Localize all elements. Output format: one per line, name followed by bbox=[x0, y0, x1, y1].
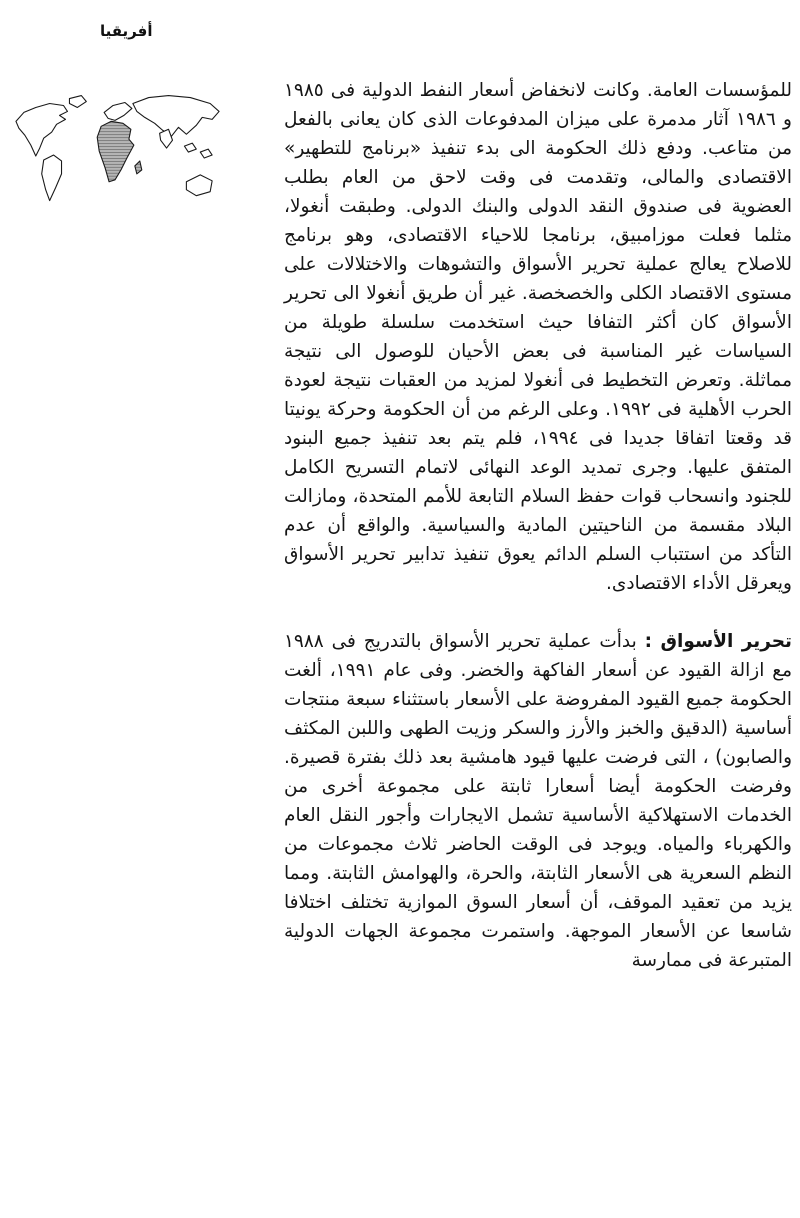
africa-highlighted-shape bbox=[97, 121, 134, 181]
world-map bbox=[10, 84, 228, 234]
greenland-shape bbox=[69, 96, 86, 108]
paragraph-2-body: بدأت عملية تحرير الأسواق بالتدريج فى ١٩٨٨ مع ازالة القيود عن أسعار الفاكهة والخضر. وفى عام ١٩٩١، ألغت الحكومة جميع القيود المفروضة على الأسعار باستثناء سبعة منتجات أساسية (الدقيق والخبز والأرز والسكر وزيت الطهى واللبن المكثف والصابون) ، التى فرضت عليها قيود هامشية بعد ذلك بفترة قصيرة. وفرضت الحكومة أيضا أسعارا ثابتة على مجموعة أخرى من الخدمات الاستهلاكية الأساسية تشمل الايجارات وأجور النقل العام والكهرباء والمياه. ويوجد فى الوقت الحاضر ثلاث مجموعات من النظم السعرية هى الأسعار الثابتة، والحرة، والهوامش الثابتة. ومما يزيد من تعقيد الموقف، أن أسعار السوق الموازية تختلف اختلافا شاسعا عن الأسعار الموجهة. واستمرت مجموعة الجهات الدولية المتبرعة فى ممارسة bbox=[284, 631, 793, 971]
australia-shape bbox=[186, 175, 212, 196]
south-america-shape bbox=[42, 155, 62, 201]
madagascar-shape bbox=[135, 161, 142, 174]
north-america-shape bbox=[16, 104, 68, 157]
world-map-graphic bbox=[10, 84, 228, 234]
article-text-column bbox=[284, 76, 792, 975]
asia-shape bbox=[133, 96, 219, 137]
paragraph-2-lead: تحرير الأسواق : bbox=[644, 631, 793, 652]
section-label: أفريقيا bbox=[100, 22, 153, 40]
southeast-asia-islands-shape bbox=[184, 143, 212, 158]
paragraph-1: للمؤسسات العامة. وكانت لانخفاض أسعار النفط الدولية فى ١٩٨٥ و ١٩٨٦ آثار مدمرة على ميزان المدفوعات الذى كان يعانى بالفعل من متاعب. ودفع ذلك الحكومة الى بدء تنفيذ «برنامج للتطهير» الاقتصادى والمالى، وتقدمت فى وقت لاحق من العام بطلب العضوية فى صندوق النقد الدولى والبنك الدولى. وطبقت أنغولا، مثلما فعلت موزامبيق، برنامجا للاحياء الاقتصادى، وهو برنامج للاصلاح يعالج عملية تحرير الأسواق والتشوهات والاختلالات على مستوى الاقتصاد الكلى والخصخصة. غير أن طريق أنغولا الى تحرير الأسواق كان أكثر التفافا حيث استخدمت سلسلة طويلة من السياسات غير المناسبة فى بعض الأحيان للوصول الى نتيجة مماثلة. وتعرض التخطيط فى أنغولا لمزيد من العقبات نتيجة لعودة الحرب الأهلية فى ١٩٩٢. وعلى الرغم من أن الحكومة وحركة يونيتا قد وقعتا اتفاقا جديدا فى ١٩٩٤، فلم يتم بعد تنفيذ جميع البنود المتفق عليها. وجرى تمديد الوعد النهائى لاتمام التسريح الكامل للجنود وانسحاب قوات حفظ السلام التابعة للأمم المتحدة، ومازالت البلاد مقسمة من الناحيتين المادية والسياسية. والواقع أن عدم التأكد من استتباب السلم الدائم يعوق تنفيذ تدابير تحرير الأسواق ويعرقل الأداء الاقتصادى. bbox=[284, 80, 793, 594]
paragraph-2 bbox=[284, 627, 792, 975]
europe-shape bbox=[104, 103, 132, 121]
